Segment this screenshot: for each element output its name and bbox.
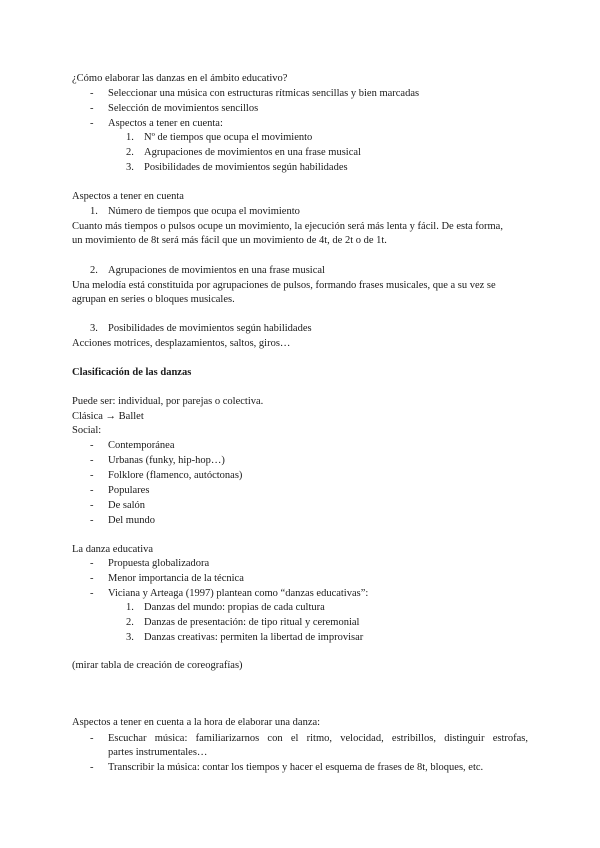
intro-question: ¿Cómo elaborar las danzas en el ámbito educativo? [72,73,288,84]
paragraph-line: Una melodía está constituida por agrupaciones de pulsos, formando frases musicales, que a su vez se [72,280,496,291]
bullet-dash: - [90,455,94,466]
paragraph-line: Cuanto más tiempos o pulsos ocupe un movimiento, la ejecución será más lenta y fácil. De esta forma, [72,221,503,232]
classic-line [72,410,144,424]
numbered-item-text: Danzas creativas: permiten la libertad de improvisar [144,632,364,643]
item-number: 2. [90,265,98,276]
social-label: Social: [72,425,102,436]
list-item-continuation: partes instrumentales… [108,747,208,758]
bullet-dash: - [90,588,94,599]
list-item-text: Propuesta globalizadora [108,558,210,569]
arrow-right-icon: → [105,411,117,422]
paragraph-line: Puede ser: individual, por parejas o colectiva. [72,396,264,407]
section-heading: Aspectos a tener en cuenta a la hora de elaborar una danza: [72,717,321,728]
list-item-text: Selección de movimientos sencillos [108,103,259,114]
numbered-item-text: Agrupaciones de movimientos en una frase musical [108,265,325,276]
classic-value: Ballet [118,411,144,422]
bullet-dash: - [90,558,94,569]
item-number: 1. [90,206,98,217]
list-item-text: Menor importancia de la técnica [108,573,244,584]
bullet-dash: - [90,515,94,526]
list-item-text: De salón [108,500,146,511]
bullet-dash: - [90,88,94,99]
list-item-text: Escuchar música: familiarizarnos con el ritmo, velocidad, estribillos, distinguir estrofas, [108,733,528,744]
bullet-dash: - [90,440,94,451]
classic-label: Clásica [72,411,103,422]
note-text: (mirar tabla de creación de coreografías) [72,660,243,671]
paragraph-line: agrupan en series o bloques musicales. [72,294,235,305]
section-heading: La danza educativa [72,544,154,555]
item-number: 3. [90,323,98,334]
list-item-text: Populares [108,485,150,496]
item-number: 3. [126,162,134,173]
list-item-text: Aspectos a tener en cuenta: [108,118,223,129]
bullet-dash: - [90,573,94,584]
list-item-text: Folklore (flamenco, autóctonas) [108,470,243,481]
numbered-item-text: Posibilidades de movimientos según habilidades [144,162,348,173]
list-item-text: Seleccionar una música con estructuras rítmicas sencillas y bien marcadas [108,88,420,99]
list-item-text: Transcribir la música: contar los tiempos y hacer el esquema de frases de 8t, bloques, etc. [108,762,484,773]
bullet-dash: - [90,103,94,114]
item-number: 2. [126,147,134,158]
section-heading: Clasificación de las danzas [72,367,192,378]
bullet-dash: - [90,733,94,744]
numbered-item-text: Nº de tiempos que ocupa el movimiento [144,132,313,143]
numbered-item-text: Posibilidades de movimientos según habilidades [108,323,312,334]
paragraph-line: Acciones motrices, desplazamientos, saltos, giros… [72,338,291,349]
numbered-item-text: Número de tiempos que ocupa el movimiento [108,206,300,217]
bullet-dash: - [90,118,94,129]
section-heading: Aspectos a tener en cuenta [72,191,184,202]
bullet-dash: - [90,485,94,496]
item-number: 3. [126,632,134,643]
list-item-text: Urbanas (funky, hip-hop…) [108,455,225,466]
numbered-item-text: Danzas de presentación: de tipo ritual y ceremonial [144,617,360,628]
item-number: 2. [126,617,134,628]
list-item-text: Contemporánea [108,440,175,451]
item-number: 1. [126,132,134,143]
numbered-item-text: Agrupaciones de movimientos en una frase musical [144,147,361,158]
bullet-dash: - [90,500,94,511]
numbered-item-text: Danzas del mundo: propias de cada cultura [144,602,325,613]
list-item-text: Viciana y Arteaga (1997) plantean como “danzas educativas”: [108,588,369,599]
list-item-text: Del mundo [108,515,155,526]
item-number: 1. [126,602,134,613]
bullet-dash: - [90,470,94,481]
paragraph-line: un movimiento de 8t será más fácil que un movimiento de 4t, de 2t o de 1t. [72,235,387,246]
bullet-dash: - [90,762,94,773]
